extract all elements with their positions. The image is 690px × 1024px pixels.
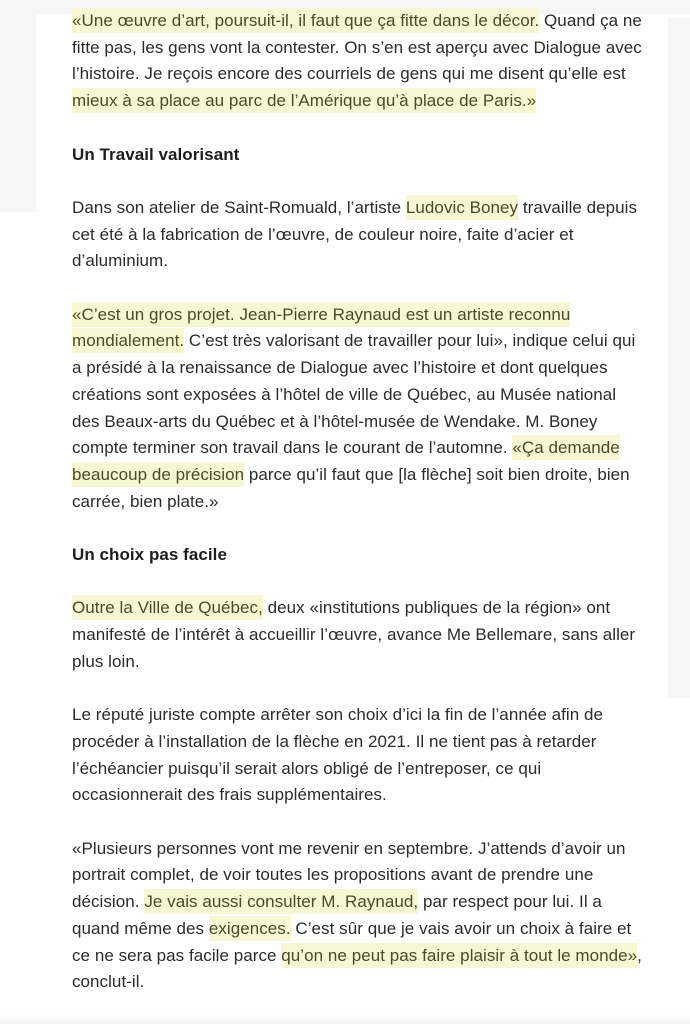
paragraph-outre-ville	[72, 595, 644, 675]
paragraph-text: par respect pour lui. Il a quand même des	[72, 892, 602, 938]
paragraph-text: C’est sûr que je vais avoir un choix à faire et ce ne sera pas facile parce	[72, 918, 632, 965]
left-side-panel	[0, 14, 36, 212]
article-content	[36, 8, 644, 996]
right-side-panel	[668, 18, 690, 698]
paragraph-quote-decor	[72, 8, 644, 115]
section-heading-choix-pas-facile: Un choix pas facile	[72, 545, 227, 564]
highlight[interactable]: «Une œuvre d’art, poursuit-il, il faut que ça fitte dans le décor.	[72, 8, 539, 33]
bottom-fade	[0, 1014, 690, 1024]
highlight[interactable]: «Ça demande beaucoup de précision	[72, 435, 620, 487]
section-heading-travail-valorisant: Un Travail valorisant	[72, 144, 240, 164]
article-body	[36, 8, 668, 1023]
highlight[interactable]: Outre la Ville de Québec,	[72, 595, 263, 620]
paragraph-text: parce qu’il faut que [la flèche] soit bien droite, bien carrée, bien plate.»	[72, 464, 630, 511]
paragraph-gros-projet	[72, 302, 644, 516]
paragraph-text: C’est très valorisant de travailler pour lui», indique celui qui a présidé à la renaissance de Dialogue avec l’histoire et dont quelques créations sont exposées à l’hôtel de ville de Québec, au Musée national des Beaux-arts du Québec et à l’hôtel-musée de Wendake. M. Boney compte terminer son travail dans le courant de l’automne.	[72, 331, 636, 458]
paragraph-juriste	[72, 702, 644, 809]
highlight[interactable]: Ludovic Boney	[406, 195, 518, 220]
highlight[interactable]: «C’est un gros projet. Jean-Pierre Raynaud est un artiste reconnu mondialement.	[72, 302, 570, 354]
highlight[interactable]: qu’on ne peut pas faire plaisir à tout le monde»	[281, 943, 637, 968]
highlight[interactable]: Je vais aussi consulter M. Raynaud,	[144, 889, 418, 914]
paragraph-text: Quand ça ne fitte pas, les gens vont la contester. On s’en est aperçu avec Dialogue avec l’histoire. Je reçois encore des courriels de gens qui me disent qu’elle est	[72, 11, 642, 84]
paragraph-text: Dans son atelier de Saint-Romuald, l’artiste	[72, 197, 406, 217]
paragraph-text: deux «institutions publiques de la région» ont manifesté de l’intérêt à accueillir l’œuvre, avance Me Bellemare, sans aller plus loin.	[72, 598, 636, 671]
highlight[interactable]: exigences.	[209, 916, 291, 941]
paragraph-text: Le réputé juriste compte arrêter son choix d’ici la fin de l’année afin de procéder à l’installation de la flèche en 2021. Il ne tient pas à retarder l’échéancier puisqu’il serait alors obligé de l’entreposer, ce qui occasionnerait des frais supplémentaires.	[72, 705, 603, 805]
paragraph-atelier	[72, 195, 644, 275]
paragraph-text: travaille depuis cet été à la fabrication de l’œuvre, de couleur noire, faite d’acier et d’aluminium.	[72, 197, 638, 271]
paragraph-text: «Plusieurs personnes vont me revenir en septembre. J’attends d’avoir un portrait complet, de voir toutes les propositions avant de prendre une décision.	[72, 838, 626, 912]
highlight[interactable]: mieux à sa place au parc de l’Amérique qu’à place de Paris.»	[72, 88, 536, 113]
paragraph-text: , conclut-il.	[72, 945, 642, 992]
paragraph-plusieurs-personnes	[72, 836, 644, 996]
